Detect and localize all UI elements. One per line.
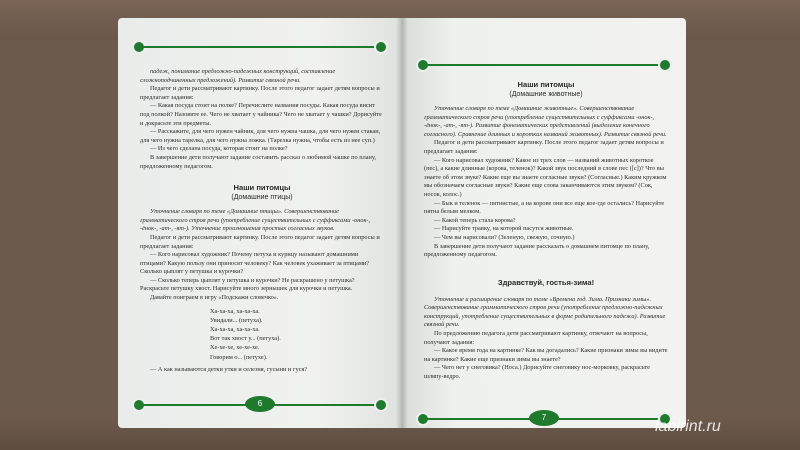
paragraph: Уточнение и расширение словаря по теме «Времена год. Зима. Признаки зимы». Совершенствование грамматического строя речи (употребление предложно-падежных конструкций, употребление существительных в форме родительного падежа). Развитие связной речи.: [424, 295, 666, 329]
open-book: [118, 18, 686, 428]
paragraph: — Кого нарисовал художник? Какое из трех слов — названий животных короткое (пес), а какие длинные (корова, теленок)? Какой звук последний в слове пес ([с])? Что вы знаете об этом звуке? Какие еще вы знаете согласные звуки? (Согласные.) Каким кружком мы обозначаем согласные звуки? Какие еще слова заканчиваются этим звуком? (Сок, носок, колос.): [424, 156, 667, 198]
paragraph: Педагог и дети рассматривают картинку. После этого педагог задает детям вопросы и предлагает задания:: [140, 85, 380, 101]
paragraph: — Чем вы нарисовали? (Зеленую, свежую, сочную.): [434, 233, 575, 241]
paragraph: — Нарисуйте травку, на которой пасутся животные.: [434, 225, 574, 233]
poem-line: Увидали... (петуха).: [210, 316, 263, 324]
poem-line: Говорим о... (петухе).: [210, 353, 268, 361]
paragraph: Уточнение словаря по теме «Домашние животные». Совершенствование грамматического строя речи (употребление существительных с суффиксами -онок-, -ёнок-, -ат-, -ят-). Развитие фонематических представлений (выделение конечного согласного). Сравнение длинных и коротких названий животных). Развитие связной речи.: [424, 105, 667, 138]
section-title: Наши питомцы: [233, 183, 291, 193]
page-number: 7: [529, 410, 559, 426]
section-subtitle: (Домашние птицы): [231, 194, 293, 202]
top-ornament: [132, 40, 388, 54]
watermark: labirint.ru: [655, 418, 721, 435]
paragraph: — Из чего сделана посуда, которая стоит на полке?: [150, 145, 288, 153]
paragraph: В завершение дети получают задание составить рассказ о любимой чашке по плану, предложенному педагогом.: [140, 153, 376, 170]
ornament-line: [422, 64, 666, 66]
paragraph: — А как называются детки утки и селезня, гусыни и гуся?: [150, 365, 308, 373]
paragraph: — Бык и теленок — пятнистые, а на корове они все еще кое-где остались? Нарисуйте пятна белым мелком.: [424, 199, 665, 216]
paragraph: — Какое время года на картинке? Как вы догадались? Какие признаки зимы вы видите на картинке? Какие еще признаки зимы вы знаете?: [424, 347, 668, 363]
paragraph: — Расскажите, для чего нужен чайник, для чего нужна чашка, для чего нужен стакан, для чего нужна тарелка, для чего нужна ложка. (Тарелка нужна, чтобы есть из нее суп.): [140, 128, 381, 144]
paragraph: — Кого нарисовал художник? Почему петуха и курицу называют домашними птицами? Какую пользу они приносят человеку? Как человек ухаживает за птицами? Сколько цыплят у петушка и курочки?: [140, 251, 370, 276]
paragraph: В завершение дети получают задание рассказать о домашнем питомце по плану, предложенному педагогом.: [424, 242, 650, 259]
bottom-ornament: [132, 398, 388, 412]
section-subtitle: (Домашние животные): [509, 91, 583, 98]
paragraph: — Какой теперь стала корова?: [434, 216, 516, 224]
paragraph: падеж, понимание предложно-падежных конструкций, составление сложноподчиненных предложений). Развитие связной речи.: [140, 68, 336, 84]
paragraph: Уточнение словаря по теме «Домашние птицы». Совершенствование грамматического строя речи (употребление существительных с суффиксами -онок-, -ёнок-, -ат-, -ят-). Уточнение произношения простых согласных звуков.: [140, 208, 371, 233]
ornament-line: [138, 46, 382, 48]
poem-line: Ха-ха-ха, ха-ха-ха.: [210, 307, 260, 315]
poem-line: Хе-хе-хе, хе-хе-хе.: [210, 344, 260, 352]
poem-line: Вот так хвост у... (петуха).: [210, 335, 281, 343]
right-page-text: [424, 80, 668, 382]
paragraph: — Какая посуда стоит на полке? Перечислите названия посуды. Какая посуда висит под полкой? Назовите ее. Чего не хватает у чайника? Чего не хватает у чашки? Дорисуйте и докрасьте эти предметы.: [140, 102, 382, 127]
book-gutter: [396, 18, 408, 428]
left-page-text: [140, 68, 384, 374]
bottom-ornament: [416, 412, 672, 426]
ornament-dot: [658, 58, 672, 72]
section-title: Наши питомцы: [517, 80, 575, 89]
paragraph: — Сколько теперь цыплят у петушка и курочки? Не раскрашено у петушка? Раскрасьте петушку хвост. Нарисуйте много зернышек для курочки и петушка.: [140, 276, 355, 293]
page-number: 6: [245, 396, 275, 412]
paragraph: — Чего нет у снеговика? (Носа.) Дорисуйте снеговику нос-морковку, раскрасьте шляпу-ведро.: [424, 364, 650, 381]
poem: [210, 307, 384, 362]
paragraph: Педагог и дети рассматривают картинку. После этого педагог задает детям вопросы и предлагает задания:: [140, 233, 380, 250]
paragraph: Педагог и дети рассматривают картинку. После этого педагог задает детям вопросы и предлагает задания:: [424, 139, 664, 155]
poem-line: Ха-ха-ха, ха-ха-ха.: [210, 326, 260, 334]
right-page: [402, 18, 686, 428]
paragraph: По предложению педагога дети рассматривают картинку, отвечают на вопросы, получают задания:: [424, 330, 648, 346]
top-ornament: [416, 58, 672, 72]
paragraph: Давайте поиграем в игру «Подскажи словечко».: [150, 294, 279, 302]
ornament-dot: [374, 40, 388, 54]
ornament-dot: [374, 398, 388, 412]
section-title: Здравствуй, гостья-зима!: [497, 277, 595, 287]
left-page: [118, 18, 402, 428]
